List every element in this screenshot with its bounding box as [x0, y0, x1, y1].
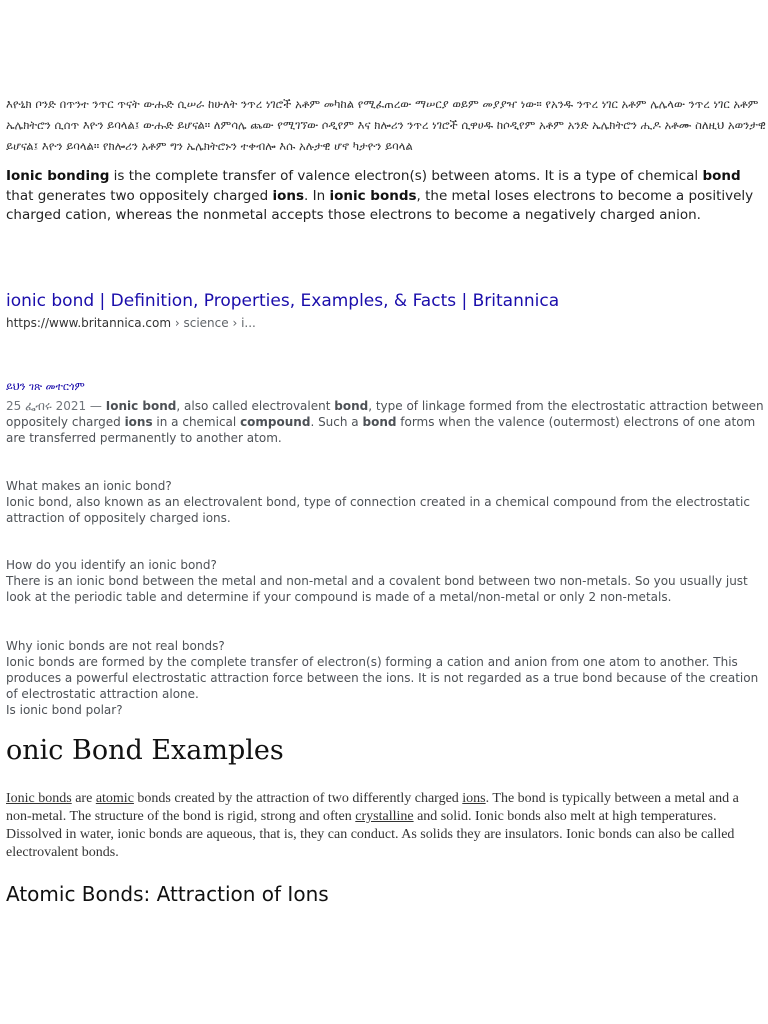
search-result-description	[6, 398, 766, 446]
search-result-title-link[interactable]: ionic bond | Definition, Properties, Examples, & Facts | Britannica	[6, 291, 560, 311]
result-url-domain[interactable]: https://www.britannica.com	[6, 316, 172, 330]
section-heading: onic Bond Examples	[6, 735, 284, 766]
paragraph-text: are	[71, 791, 96, 806]
desc-text: , type of linkage formed from the electrostatic attraction between oppositely charged	[6, 399, 764, 429]
result-url-breadcrumb: › science › i...	[171, 316, 256, 330]
snippet-bold-term: Ionic bonding	[6, 168, 110, 184]
question-text: Is ionic bond polar?	[6, 703, 123, 717]
snippet-text: , the metal loses electrons to become a positively charged cation, whereas the nonmetal accepts those electrons to become a negatively charged anion.	[6, 187, 754, 223]
atomic-link[interactable]: atomic	[95, 791, 134, 806]
snippet-bold-term: ions	[272, 187, 305, 204]
question-text: How do you identify an ionic bond?	[6, 558, 217, 572]
search-result-url[interactable]	[6, 316, 766, 330]
paragraph-text: . The bond is typically between a metal and a non-metal. The structure of the bond is rigid, strong and often	[6, 791, 739, 824]
answer-text: There is an ionic bond between the metal and non-metal and a covalent bond between two non-metals. So you usually just look at the periodic table and determine if your compound is made of a metal/non-metal or only 2 non-metals.	[6, 574, 748, 604]
desc-bold-term: bond	[362, 415, 397, 429]
snippet-text: that generates two oppositely charged	[6, 187, 273, 204]
desc-text: . Such a	[310, 415, 363, 429]
snippet-bold-term: ionic bonds	[329, 187, 417, 204]
desc-text: in a chemical	[152, 415, 241, 429]
answer-text: Ionic bond, also known as an electrovalent bond, type of connection created in a chemical compound from the electrostatic attraction of oppositely charged ions.	[6, 495, 750, 525]
translate-page-link[interactable]: ይህን ገጽ መተርጎም	[6, 380, 85, 393]
result-date: 25 ፌብሩ 2021 —	[6, 399, 106, 413]
amharic-paragraph: እዮኒክ ቦንድ በጥንተ ንጥር ጥናት ውሑድ ሲሠራ ከሁለት ንጥረ ነገሮች አቶም መካከል የሚፈጠረው ማሠርያ ወይም መያያዣ ነው። የአንዱ ንጥረ ነገር አቶም ሌሌላው ንጥረ ነገር አቶም ኤሌክትሮን ሲሰጥ እዮን ይባላል፤ ውሑድ ይሆናል። ለምሳሌ ጨው የሚገኘው ሶዲየም እና ክሎሪን ንጥረ ነገሮች ሲዋሀዱ ከሶዲየም አቶም አንድ ኤሌክትሮን ሒዶ አቶሙ ስለዚህ አወንታዊ ይሆናል፤ እዮን ይባላል። የክሎሪን አቶም ግን ኤሌክትሮኑን ተቀብሎ እሱ አሉታዊ ሆኖ ካታዮን ይባላል	[6, 97, 766, 153]
question-text: What makes an ionic bond?	[6, 479, 172, 493]
snippet-text: is the complete transfer of valence electron(s) between atoms. It is a type of chemical	[109, 168, 703, 184]
desc-text: , also called electrovalent	[176, 399, 335, 413]
section-subheading: Atomic Bonds: Attraction of Ions	[6, 882, 329, 906]
desc-bold-term: ions	[124, 415, 153, 429]
examples-paragraph	[6, 790, 766, 862]
question-answer-block	[6, 557, 766, 605]
desc-bold-term: bond	[334, 399, 369, 413]
ions-link[interactable]: ions	[462, 791, 486, 806]
desc-bold-term: Ionic bond	[105, 399, 177, 413]
desc-text: forms when the valence (outermost) electrons of one atom are transferred permanently to another atom.	[6, 415, 756, 445]
crystalline-link[interactable]: crystalline	[355, 809, 414, 824]
desc-bold-term: compound	[240, 415, 311, 429]
question-answer-block	[6, 638, 766, 718]
question-answer-block	[6, 478, 766, 526]
ionic-bonds-link[interactable]: Ionic bonds	[6, 791, 72, 806]
paragraph-text: bonds created by the attraction of two differently charged	[133, 791, 463, 806]
answer-text: Ionic bonds are formed by the complete transfer of electron(s) forming a cation and anion from one atom to another. This produces a powerful electrostatic attraction force between the ions. It is not regarded as a true bond because of the creation of electrostatic attraction alone.	[6, 655, 759, 701]
question-text: Why ionic bonds are not real bonds?	[6, 639, 225, 653]
snippet-text: . In	[304, 187, 330, 204]
featured-snippet	[6, 167, 766, 226]
paragraph-text: and solid. Ionic bonds also melt at high temperatures. Dissolved in water, ionic bonds are aqueous, that is, they can conduct. As solids they are insulators. Ionic bonds can also be called electrovalent bonds.	[6, 809, 735, 860]
snippet-bold-term: bond	[702, 168, 741, 184]
